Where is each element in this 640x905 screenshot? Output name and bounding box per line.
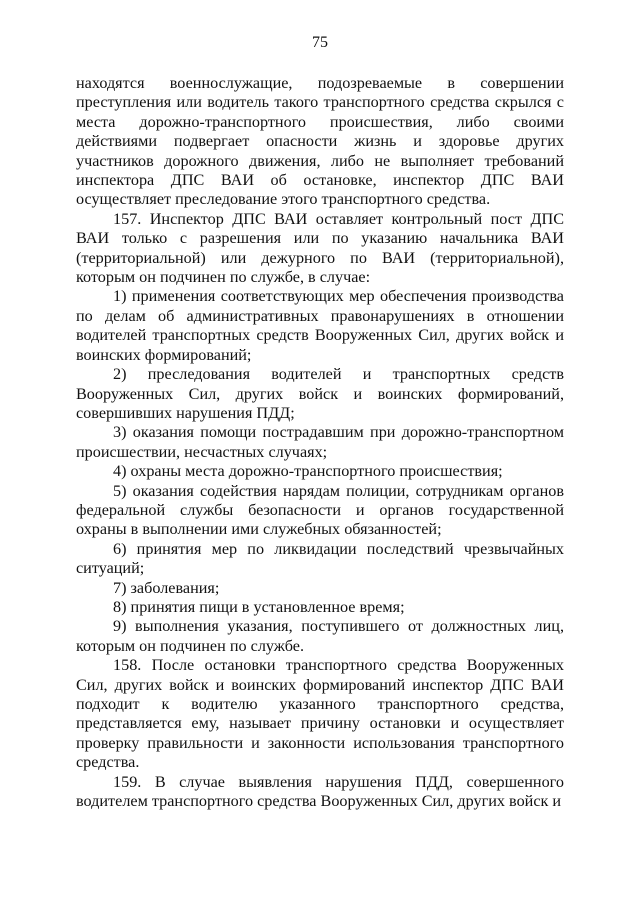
paragraph-159: 159. В случае выявления нарушения ПДД, совершенного водителем транспортного средства Вооруженных Сил, других войск и	[76, 772, 564, 811]
paragraph-158: 158. После остановки транспортного средства Вооруженных Сил, других войск и воинских формирований инспектор ДПС ВАИ подходит к водителю указанного транспортного средства, представляется ему, называет причину остановки и осуществляет проверку правильности и законности использования транспортного средства.	[76, 656, 564, 772]
list-item-5: 5) оказания содействия нарядам полиции, сотрудникам органов федеральной службы безопасности и органов государственной охраны в выполнении ими служебных обязанностей;	[76, 481, 564, 539]
document-body	[76, 74, 564, 811]
list-item-7: 7) заболевания;	[113, 578, 220, 597]
list-item-2: 2) преследования водителей и транспортных средств Вооруженных Сил, других войск и воинских формирований, совершивших нарушения ПДД;	[76, 365, 564, 422]
list-item-1: 1) применения соответствующих мер обеспечения производства по делам об административных правонарушениях в отношении водителей транспортных средств Вооруженных Сил, других войск и воинских формирований;	[76, 287, 564, 364]
list-item-3: 3) оказания помощи пострадавшим при дорожно-транспортном происшествии, несчастных случаях;	[76, 423, 564, 461]
list-item-8: 8) принятия пищи в установленное время;	[113, 597, 405, 616]
list-item-4: 4) охраны места дорожно-транспортного происшествия;	[113, 462, 503, 481]
list-item-9: 9) выполнения указания, поступившего от должностных лиц, которым он подчинен по службе.	[76, 617, 564, 655]
paragraph-continuation: находятся военнослужащие, подозреваемые в совершении преступления или водитель такого транспортного средства скрылся с места дорожно-транспортного происшествия, либо своими действиями подвергает опасности жизнь и здоровье других участников дорожного движения, либо не выполняет требований инспектора ДПС ВАИ об остановке, инспектор ДПС ВАИ осуществляет преследование этого транспортного средства.	[76, 74, 564, 209]
paragraph-157: 157. Инспектор ДПС ВАИ оставляет контрольный пост ДПС ВАИ только с разрешения или по указанию начальника ВАИ (территориальной) или дежурного по ВАИ (территориальной), которым он подчинен по службе, в случае:	[76, 209, 564, 287]
list-item-6: 6) принятия мер по ликвидации последствий чрезвычайных ситуаций;	[76, 539, 564, 578]
page-number: 75	[312, 34, 328, 51]
